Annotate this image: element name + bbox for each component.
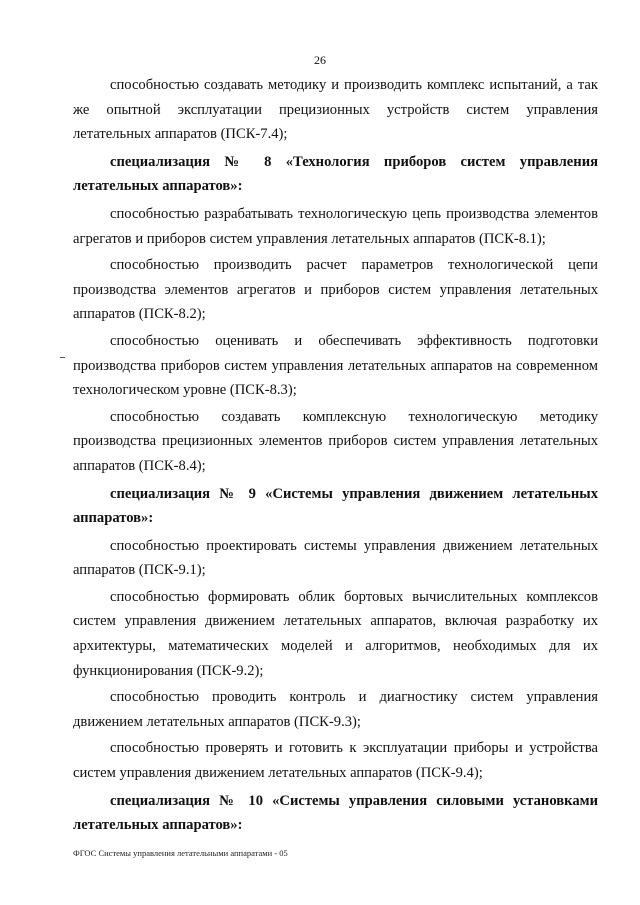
paragraph-psk-9-1: способностью проектировать системы управления движением летательных аппаратов (ПСК-9.1);	[73, 537, 598, 579]
paragraph-psk-8-3: способностью оценивать и обеспечивать эффективность подготовки производства приборов систем управления летательных аппаратов на современном технологическом уровне (ПСК-8.3);	[73, 332, 598, 399]
paragraph-psk-7-4: способностью создавать методику и производить комплекс испытаний, а так же опытной эксплуатации прецизионных устройств систем управления летательных аппаратов (ПСК-7.4);	[73, 77, 598, 143]
heading-specialization-9: специализация № 9 «Системы управления движением летательных аппаратов»:	[73, 485, 598, 527]
margin-mark	[60, 357, 65, 358]
heading-specialization-8: специализация № 8 «Технология приборов систем управления летательных аппаратов»:	[73, 153, 598, 195]
page-number: 26	[314, 53, 326, 67]
paragraph-psk-8-1: способностью разрабатывать технологическую цепь производства элементов агрегатов и приборов систем управления летательных аппаратов (ПСК-8.1);	[73, 205, 598, 247]
paragraph-psk-9-4: способностью проверять и готовить к эксплуатации приборы и устройства систем управления движением летательных аппаратов (ПСК-9.4);	[73, 740, 598, 782]
paragraph-psk-8-4: способностью создавать комплексную технологическую методику производства прецизионных элементов приборов систем управления летательных аппаратов (ПСК-8.4);	[73, 408, 598, 474]
page-footer: ФГОС Системы управления летательными аппаратами - 05	[73, 848, 288, 858]
document-body	[73, 73, 598, 841]
paragraph-psk-9-2: способностью формировать облик бортовых вычислительных комплексов систем управления движением летательных аппаратов, включая разработку их архитектуры, математических моделей и алгоритмов, необходимых для их функционирования (ПСК-9.2);	[73, 588, 598, 679]
paragraph-psk-9-3: способностью проводить контроль и диагностику систем управления движением летательных аппаратов (ПСК-9.3);	[73, 689, 598, 730]
heading-specialization-10: специализация № 10 «Системы управления силовыми установками летательных аппаратов»:	[73, 792, 598, 834]
paragraph-psk-8-2: способностью производить расчет параметров технологической цепи производства элементов агрегатов и приборов систем управления летательных аппаратов (ПСК-8.2);	[73, 257, 598, 323]
